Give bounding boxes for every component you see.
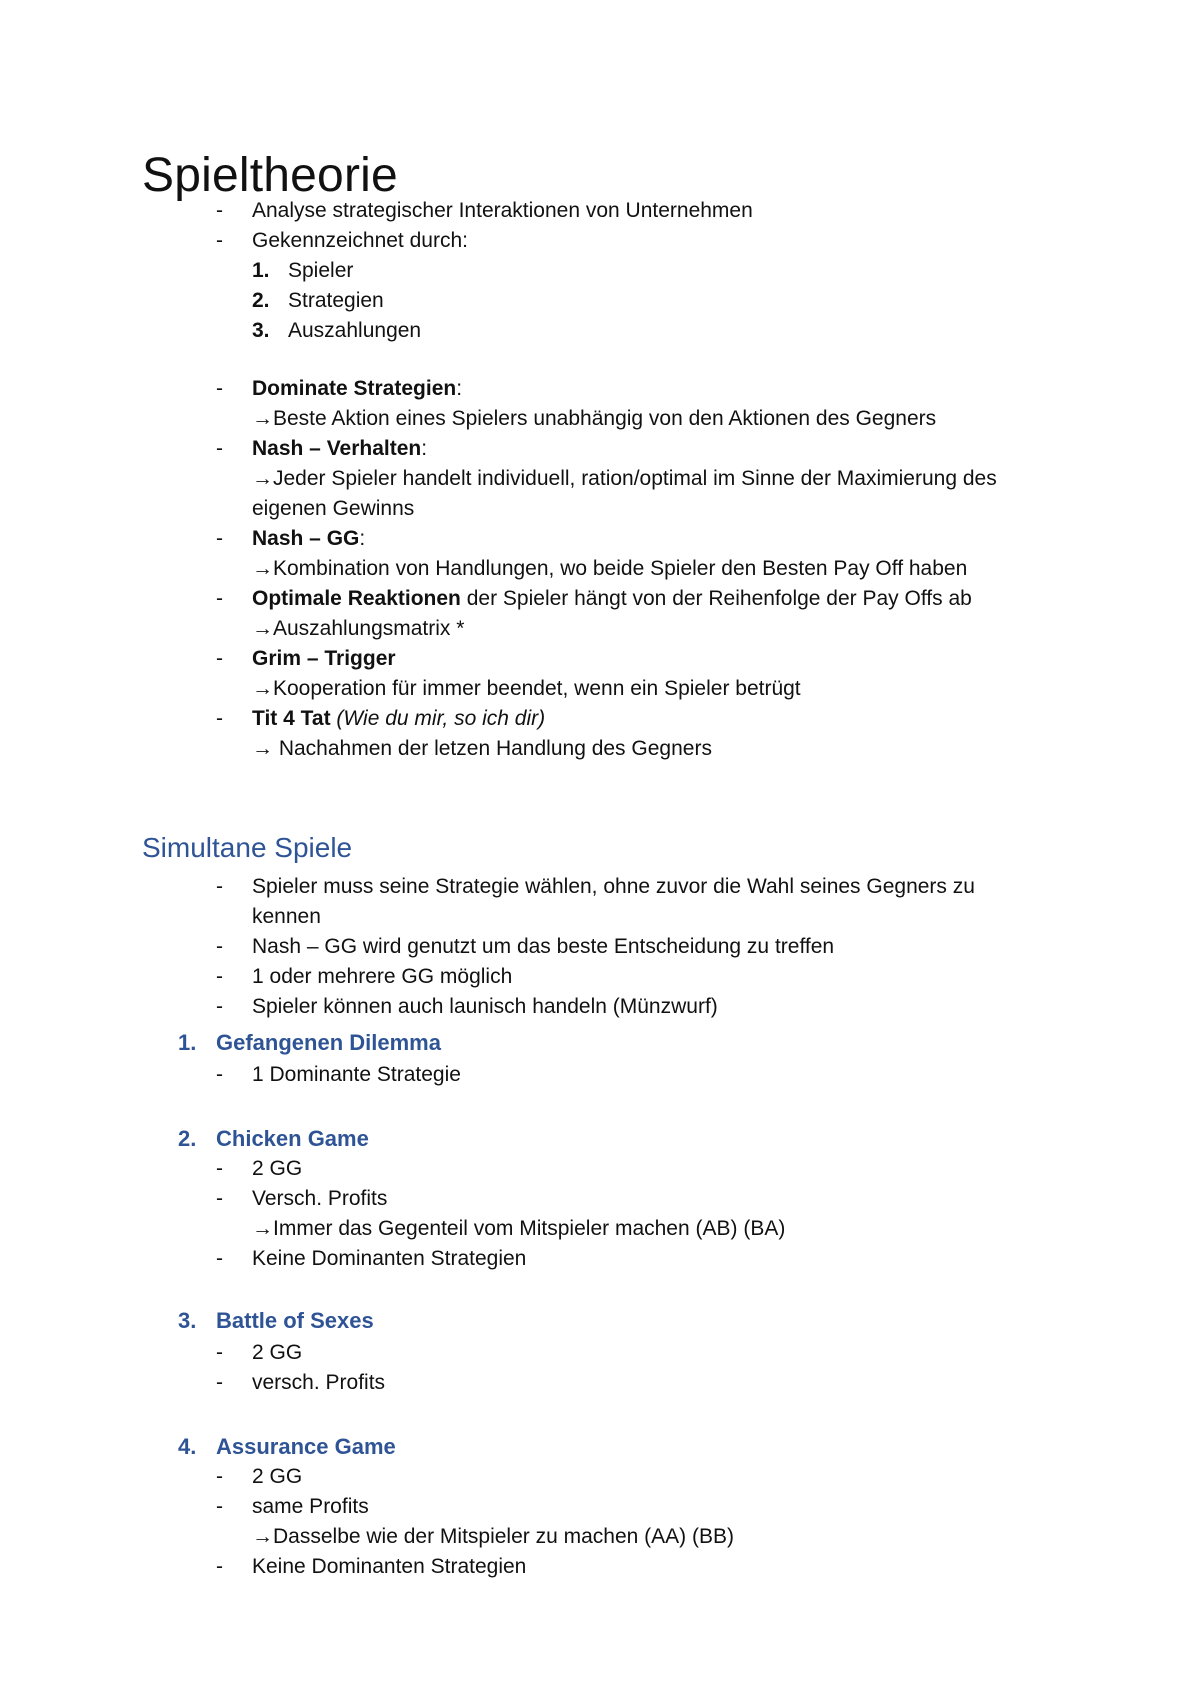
bullet-dash: - — [216, 995, 223, 1018]
bullet-dash: - — [216, 377, 223, 400]
list-item: Spieler muss seine Strategie wählen, ohne zuvor die Wahl seines Gegners zu — [252, 875, 975, 898]
game-number: 4. — [178, 1434, 197, 1459]
list-item: 2 GG — [252, 1157, 303, 1180]
page-title: Spieltheorie — [142, 149, 398, 202]
bullet-dash: - — [216, 1495, 223, 1518]
concept-term: Nash – GG — [252, 527, 360, 550]
game-number: 1. — [178, 1030, 197, 1055]
bullet-dash: - — [216, 1063, 223, 1086]
concept-suffix: : — [456, 377, 463, 400]
concept-italic: (Wie du mir, so ich dir) — [330, 707, 546, 730]
bullet-dash: - — [216, 587, 223, 610]
concept-nash-gg — [252, 524, 365, 554]
concept-desc: →Kooperation für immer beendet, wenn ein Spieler betrügt — [252, 677, 801, 700]
bullet-dash: - — [216, 875, 223, 898]
list-item: →Immer das Gegenteil vom Mitspieler machen (AB) (BA) — [252, 1217, 786, 1240]
bullet-dash: - — [216, 437, 223, 460]
bullet-dash: - — [216, 1247, 223, 1270]
concept-rest: der Spieler hängt von der Reihenfolge der Pay Offs ab — [460, 587, 972, 610]
concept-desc: →Auszahlungsmatrix * — [252, 617, 465, 640]
bullet-dash: - — [216, 1465, 223, 1488]
list-item: Versch. Profits — [252, 1187, 388, 1210]
list-item: Nash – GG wird genutzt um das beste Entscheidung zu treffen — [252, 935, 835, 958]
concept-term: Dominate Strategien — [252, 377, 457, 400]
list-item: versch. Profits — [252, 1371, 386, 1394]
bullet-dash: - — [216, 1157, 223, 1180]
game-title: Assurance Game — [216, 1434, 396, 1459]
list-number: 1. — [252, 259, 270, 282]
concept-term: Nash – Verhalten — [252, 437, 422, 460]
list-item: 1 oder mehrere GG möglich — [252, 965, 513, 988]
list-item: Spieler können auch launisch handeln (Münzwurf) — [252, 995, 718, 1018]
list-item: →Dasselbe wie der Mitspieler zu machen (AA) (BB) — [252, 1525, 734, 1548]
game-title: Gefangenen Dilemma — [216, 1030, 441, 1055]
concept-dominant — [252, 374, 462, 404]
concept-grim: Grim – Trigger — [252, 647, 396, 670]
concept-suffix: : — [421, 437, 428, 460]
list-item: Strategien — [288, 289, 384, 312]
list-item: 2 GG — [252, 1465, 303, 1488]
list-item: Keine Dominanten Strategien — [252, 1247, 527, 1270]
list-item: same Profits — [252, 1495, 369, 1518]
bullet-dash: - — [216, 1341, 223, 1364]
section-heading: Simultane Spiele — [142, 832, 353, 863]
bullet-dash: - — [216, 647, 223, 670]
bullet-dash: - — [216, 707, 223, 730]
bullet-dash: - — [216, 527, 223, 550]
concept-desc: →Beste Aktion eines Spielers unabhängig von den Aktionen des Gegners — [252, 407, 937, 430]
list-item: Spieler — [288, 259, 354, 282]
list-number: 2. — [252, 289, 270, 312]
bullet-dash: - — [216, 229, 223, 252]
concept-desc: → Nachahmen der letzen Handlung des Gegners — [252, 737, 712, 760]
concept-desc: →Jeder Spieler handelt individuell, ration/optimal im Sinne der Maximierung des — [252, 467, 997, 490]
list-number: 3. — [252, 319, 270, 342]
concept-term: Tit 4 Tat — [252, 707, 331, 730]
bullet-dash: - — [216, 965, 223, 988]
game-title: Chicken Game — [216, 1126, 369, 1151]
game-number: 3. — [178, 1308, 197, 1333]
game-title: Battle of Sexes — [216, 1308, 374, 1333]
concept-term: Optimale Reaktionen — [252, 587, 461, 610]
list-item: 1 Dominante Strategie — [252, 1063, 461, 1086]
bullet-dash: - — [216, 1371, 223, 1394]
list-item: Analyse strategischer Interaktionen von Unternehmen — [252, 199, 753, 222]
list-item: kennen — [252, 905, 321, 928]
list-item: Keine Dominanten Strategien — [252, 1555, 527, 1578]
list-item: Gekennzeichnet durch: — [252, 229, 468, 252]
list-item: 2 GG — [252, 1341, 303, 1364]
concept-nash-behavior — [252, 434, 427, 464]
game-number: 2. — [178, 1126, 197, 1151]
concept-desc: eigenen Gewinns — [252, 497, 415, 520]
bullet-dash: - — [216, 1555, 223, 1578]
list-item: Auszahlungen — [288, 319, 422, 342]
concept-suffix: : — [359, 527, 366, 550]
concept-desc: →Kombination von Handlungen, wo beide Spieler den Besten Pay Off haben — [252, 557, 968, 580]
concept-tit — [252, 704, 545, 734]
bullet-dash: - — [216, 1187, 223, 1210]
bullet-dash: - — [216, 199, 223, 222]
bullet-dash: - — [216, 935, 223, 958]
concept-optimal — [252, 584, 972, 614]
